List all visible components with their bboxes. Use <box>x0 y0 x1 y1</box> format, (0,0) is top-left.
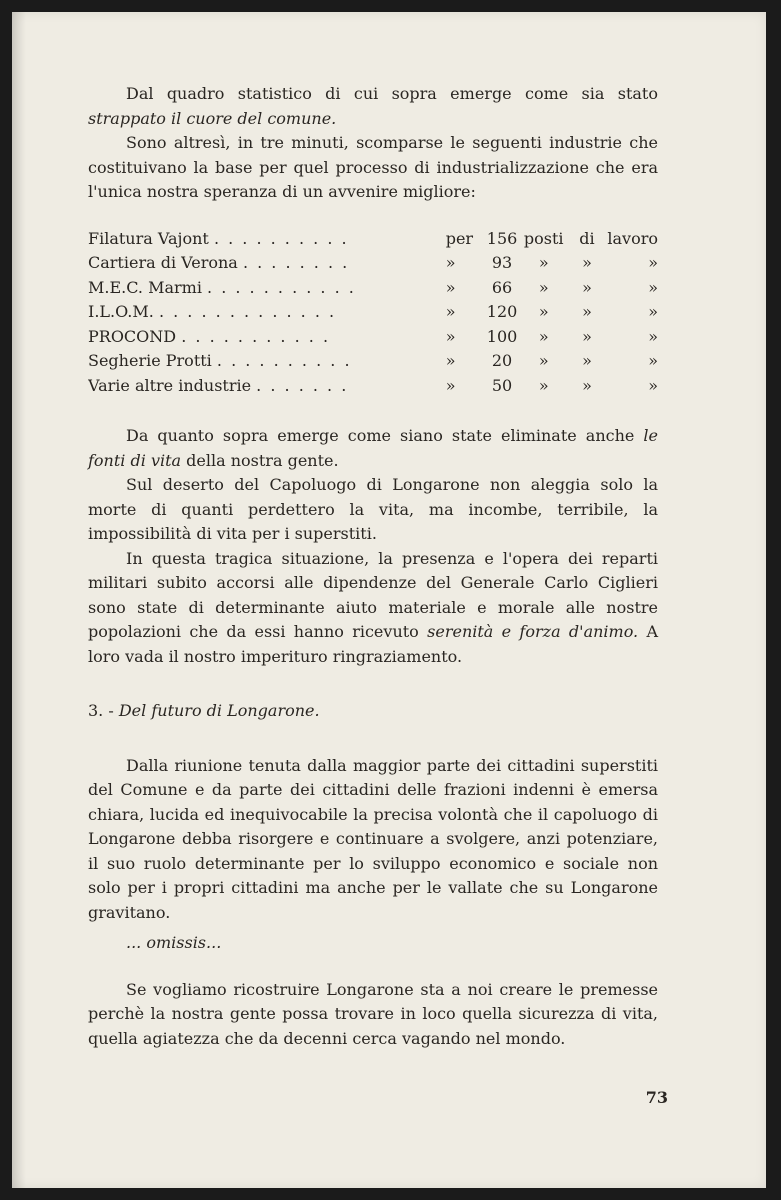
industry-unit-1: » <box>538 302 549 321</box>
industry-name: Varie altre industrie <box>88 375 252 395</box>
industry-unit-1: » <box>538 253 549 272</box>
book-page <box>12 12 766 1188</box>
leader-dots: . . . . . . . . . . . <box>181 326 331 346</box>
table-row <box>88 325 658 350</box>
paragraph-5 <box>88 547 658 670</box>
section-title: Del futuro di Longarone. <box>118 701 320 720</box>
industry-jobs: 100 <box>486 326 518 346</box>
omissis-note: ... omissis... <box>126 933 222 952</box>
industry-prefix: » <box>445 277 456 297</box>
industry-prefix: » <box>445 253 456 272</box>
industry-unit-2: » <box>582 253 592 272</box>
page-content <box>88 82 658 1051</box>
industry-prefix: per <box>445 228 474 248</box>
industry-jobs: 93 <box>491 253 513 272</box>
industry-name: PROCOND <box>88 326 177 346</box>
paragraph-6: Dalla riunione tenuta dalla maggior parte dei cittadini superstiti del Comune e da parte dei cittadini delle frazioni indenni è emersa chiara, lucida ed inequivocabile la precisa volontà che il capoluogo di Longarone debba risorgere e continuare a svolgere, anzi potenziare, il suo ruolo determinante per lo sviluppo economico e sociale non solo per i propri cittadini ma anche per le vallate che su Longarone gravitano. <box>88 755 658 922</box>
binding-shadow <box>12 12 26 1188</box>
industry-unit-1: » <box>538 277 549 297</box>
leader-dots: . . . . . . . . . . <box>213 228 349 248</box>
industry-unit-1: posti <box>523 228 564 248</box>
leader-dots: . . . . . . . <box>256 375 349 395</box>
industry-unit-3: » <box>648 302 658 321</box>
table-row <box>88 374 658 399</box>
table-row <box>88 227 658 252</box>
industry-unit-2: di <box>579 228 595 248</box>
industry-unit-2: » <box>582 277 592 297</box>
paragraph-1-italic: strappato il cuore del comune. <box>88 108 337 128</box>
paragraph-5-italic: serenità e forza d'animo. <box>427 622 639 641</box>
industry-jobs: 120 <box>486 302 518 321</box>
industry-name: Filatura Vajont <box>88 228 209 248</box>
paragraph-3-text-end: della nostra gente. <box>181 450 339 470</box>
leader-dots: . . . . . . . . . . . . . <box>158 302 337 321</box>
industry-unit-3: lavoro <box>607 228 658 248</box>
industry-jobs: 66 <box>491 277 513 297</box>
paragraph-5-text-end: A loro vada il nostro imperituro ringraziamento. <box>88 622 659 666</box>
industry-name: Cartiera di Verona <box>88 253 238 272</box>
leader-dots: . . . . . . . . . . . <box>207 277 356 297</box>
industry-unit-3: » <box>648 375 658 395</box>
industries-table <box>88 227 658 399</box>
industry-jobs: 50 <box>491 375 513 395</box>
leader-dots: . . . . . . . . <box>242 253 350 272</box>
industry-unit-3: » <box>648 253 658 272</box>
industry-prefix: » <box>445 326 456 346</box>
paragraph-3 <box>88 424 658 473</box>
paragraph-2: Sono altresì, in tre minuti, scomparse le seguenti industrie che costituivano la base per quel processo di industrializzazione che era l'unica nostra speranza di un avvenire migliore: <box>88 133 658 201</box>
section-heading <box>88 699 658 724</box>
industry-unit-1: » <box>538 326 549 346</box>
table-row <box>88 251 658 276</box>
industry-unit-2: » <box>582 375 592 395</box>
paragraph-1 <box>88 82 658 131</box>
table-row <box>88 349 658 374</box>
section-number: 3. - <box>88 701 119 720</box>
industry-name: I.L.O.M. <box>88 302 154 321</box>
industry-jobs: 156 <box>486 228 518 248</box>
paragraph-5-text: In questa tragica situazione, la presenza e l'opera dei reparti militari subito accorsi alle dipendenze del Generale Carlo Ciglieri sono state di determinante aiuto materiale e morale alle nostre popolazioni che da essi hanno ricevuto <box>88 548 658 641</box>
industry-unit-2: » <box>582 351 592 370</box>
industry-jobs: 20 <box>491 351 513 370</box>
industry-unit-1: » <box>538 375 549 395</box>
industry-prefix: » <box>445 351 456 370</box>
industry-unit-2: » <box>582 302 592 321</box>
industry-name: Segherie Protti <box>88 351 212 370</box>
page-number: 73 <box>645 1088 668 1107</box>
industry-unit-2: » <box>582 326 592 346</box>
paragraph-1-text: Dal quadro statistico di cui sopra emerge come sia stato <box>126 84 658 103</box>
industry-unit-3: » <box>648 326 658 346</box>
industry-unit-1: » <box>538 351 549 370</box>
leader-dots: . . . . . . . . . . <box>216 351 352 370</box>
industry-name: M.E.C. Marmi <box>88 277 202 297</box>
table-row <box>88 276 658 301</box>
industry-unit-3: » <box>648 351 658 370</box>
paragraph-3-text: Da quanto sopra emerge come siano state eliminate anche <box>126 426 644 445</box>
paragraph-7: Se vogliamo ricostruire Longarone sta a noi creare le premesse perchè la nostra gente possa trovare in loco quella sicurezza di vita, quella agiatezza che da decenni cerca vagando nel mondo. <box>88 979 658 1048</box>
industry-prefix: » <box>445 302 456 321</box>
industry-prefix: » <box>445 375 456 395</box>
paragraph-4: Sul deserto del Capoluogo di Longarone non aleggia solo la morte di quanti perdettero la vita, ma incombe, terribile, la impossibilità di vita per i superstiti. <box>88 475 658 543</box>
table-row <box>88 300 658 325</box>
industry-unit-3: » <box>648 277 658 297</box>
paragraph-3-italic: le fonti di vita <box>88 426 658 470</box>
